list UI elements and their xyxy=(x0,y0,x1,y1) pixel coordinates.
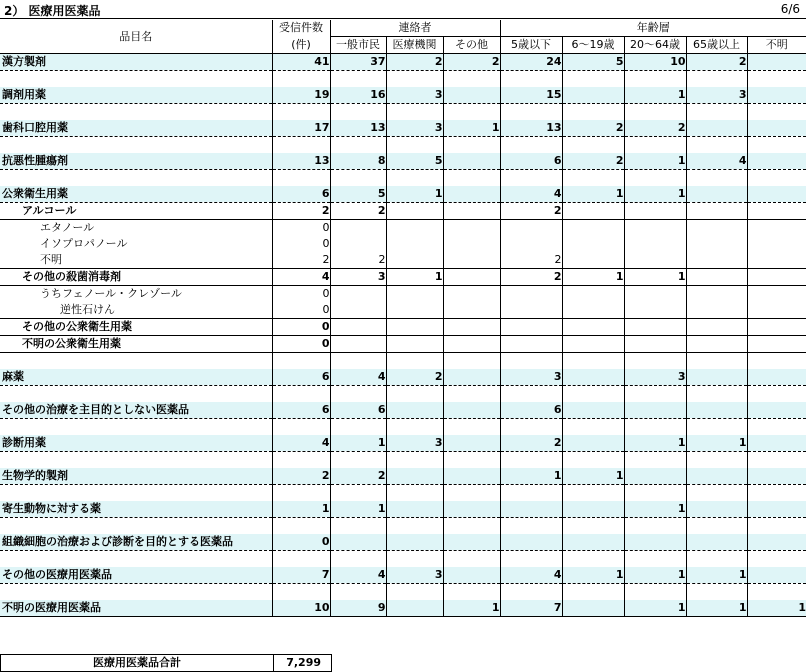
row-value: 2 xyxy=(686,54,747,71)
row-value xyxy=(624,203,686,220)
row-value: 1 xyxy=(386,186,443,203)
row-value xyxy=(747,203,806,220)
row-value xyxy=(747,236,806,252)
row-value: 6 xyxy=(500,153,562,170)
table-row xyxy=(0,286,806,303)
row-value xyxy=(443,302,500,319)
row-name: 調剤用薬 xyxy=(0,87,272,104)
spacer-row xyxy=(0,137,806,154)
row-value: 37 xyxy=(330,54,386,71)
row-value: 2 xyxy=(330,203,386,220)
row-name: 診断用薬 xyxy=(0,435,272,452)
row-value: 2 xyxy=(272,252,330,269)
row-value: 2 xyxy=(272,203,330,220)
row-value: 1 xyxy=(624,501,686,518)
row-value xyxy=(747,468,806,485)
row-value: 0 xyxy=(272,286,330,303)
row-value xyxy=(562,402,624,419)
spacer-row xyxy=(0,353,806,370)
row-value xyxy=(686,501,747,518)
row-value: 0 xyxy=(272,319,330,336)
row-value xyxy=(330,286,386,303)
row-name: 漢方製剤 xyxy=(0,54,272,71)
row-value: 6 xyxy=(272,369,330,386)
row-value: 3 xyxy=(386,435,443,452)
row-value xyxy=(500,336,562,353)
row-value: 2 xyxy=(386,369,443,386)
row-value xyxy=(747,186,806,203)
spacer-row xyxy=(0,386,806,403)
row-name: 歯科口腔用薬 xyxy=(0,120,272,137)
total-value: 7,299 xyxy=(273,655,331,671)
row-value xyxy=(386,600,443,617)
row-name: アルコール xyxy=(0,203,272,220)
spacer-row xyxy=(0,419,806,436)
row-name: 生物学的製剤 xyxy=(0,468,272,485)
page-number: 6/6 xyxy=(780,2,800,16)
row-value: 1 xyxy=(562,269,624,286)
page-title: 2） 医療用医薬品 xyxy=(4,4,101,18)
row-name: エタノール xyxy=(40,221,95,234)
header-contact: 連絡者 xyxy=(330,20,500,37)
row-name: 組織細胞の治療および診断を目的とする医薬品 xyxy=(0,534,272,551)
row-value: 1 xyxy=(624,87,686,104)
row-value xyxy=(747,286,806,303)
row-value: 4 xyxy=(272,435,330,452)
row-value: 1 xyxy=(443,120,500,137)
row-value xyxy=(386,203,443,220)
row-value: 4 xyxy=(272,269,330,286)
spacer-row xyxy=(0,170,806,187)
row-value xyxy=(686,336,747,353)
table-row xyxy=(0,567,806,584)
row-value: 1 xyxy=(500,468,562,485)
row-value: 0 xyxy=(272,534,330,551)
row-value xyxy=(686,534,747,551)
spacer-row xyxy=(0,584,806,601)
row-value: 5 xyxy=(330,186,386,203)
row-name: 麻薬 xyxy=(0,369,272,386)
row-value xyxy=(500,501,562,518)
row-value: 1 xyxy=(624,153,686,170)
row-value: 5 xyxy=(386,153,443,170)
row-value: 3 xyxy=(624,369,686,386)
row-value xyxy=(386,286,443,303)
row-value: 2 xyxy=(562,120,624,137)
row-value xyxy=(686,269,747,286)
row-value xyxy=(686,402,747,419)
row-value: 16 xyxy=(330,87,386,104)
row-value xyxy=(386,236,443,252)
header-age-6-19: 6～19歳 xyxy=(562,37,624,54)
row-name: その他の医療用医薬品 xyxy=(0,567,272,584)
row-value xyxy=(562,435,624,452)
row-value xyxy=(443,402,500,419)
row-value xyxy=(747,534,806,551)
row-value: 1 xyxy=(386,269,443,286)
row-value xyxy=(747,402,806,419)
row-value: 4 xyxy=(330,369,386,386)
row-value: 2 xyxy=(500,252,562,269)
row-value: 6 xyxy=(272,402,330,419)
title-bar xyxy=(0,0,806,19)
row-value: 1 xyxy=(624,269,686,286)
row-value xyxy=(330,220,386,237)
row-value: 2 xyxy=(500,269,562,286)
row-value: 2 xyxy=(330,468,386,485)
row-value xyxy=(562,319,624,336)
table-row xyxy=(0,468,806,485)
row-value xyxy=(747,120,806,137)
row-value: 6 xyxy=(330,402,386,419)
row-value: 0 xyxy=(272,302,330,319)
row-value: 6 xyxy=(500,402,562,419)
table-row xyxy=(0,600,806,617)
row-value: 1 xyxy=(686,567,747,584)
row-value: 4 xyxy=(500,186,562,203)
row-value xyxy=(443,269,500,286)
row-value xyxy=(443,286,500,303)
row-value xyxy=(500,220,562,237)
row-value xyxy=(686,468,747,485)
row-value xyxy=(747,153,806,170)
row-value xyxy=(747,319,806,336)
row-value: 7 xyxy=(272,567,330,584)
row-value: 24 xyxy=(500,54,562,71)
row-value xyxy=(747,369,806,386)
row-value: 2 xyxy=(500,435,562,452)
row-name: 寄生動物に対する薬 xyxy=(0,501,272,518)
header-received: 受信件数 xyxy=(272,20,330,37)
row-value xyxy=(562,252,624,269)
row-value: 13 xyxy=(500,120,562,137)
total-label: 医療用医薬品合計 xyxy=(93,656,181,669)
header-contact-citizen: 一般市民 xyxy=(330,37,386,54)
row-value: 4 xyxy=(686,153,747,170)
row-value xyxy=(443,87,500,104)
header-received-unit: (件) xyxy=(272,37,330,54)
row-value xyxy=(686,252,747,269)
row-name: 公衆衛生用薬 xyxy=(0,186,272,203)
row-name: 抗悪性腫瘍剤 xyxy=(0,153,272,170)
row-value: 2 xyxy=(443,54,500,71)
row-value xyxy=(562,203,624,220)
row-value xyxy=(562,534,624,551)
row-value xyxy=(747,501,806,518)
row-value xyxy=(330,534,386,551)
row-value xyxy=(386,336,443,353)
row-value: 0 xyxy=(272,336,330,353)
row-value: 4 xyxy=(500,567,562,584)
table-row xyxy=(0,220,806,237)
row-value xyxy=(500,302,562,319)
row-value xyxy=(443,336,500,353)
row-value: 19 xyxy=(272,87,330,104)
row-name: うちフェノール・クレゾール xyxy=(40,287,182,300)
row-value xyxy=(747,87,806,104)
row-value: 6 xyxy=(272,186,330,203)
row-name: イソプロパノール xyxy=(40,237,128,250)
row-value xyxy=(686,203,747,220)
row-value xyxy=(386,220,443,237)
row-value: 0 xyxy=(272,236,330,252)
spacer-row xyxy=(0,551,806,568)
table-row xyxy=(0,402,806,419)
row-name: その他の治療を主目的としない医薬品 xyxy=(0,402,272,419)
table-row xyxy=(0,369,806,386)
table-row xyxy=(0,186,806,203)
row-value: 2 xyxy=(330,252,386,269)
data-table xyxy=(0,20,806,617)
row-value xyxy=(330,302,386,319)
row-value xyxy=(386,252,443,269)
row-value xyxy=(686,302,747,319)
total-box xyxy=(0,654,332,672)
table-row xyxy=(0,54,806,71)
row-value: 1 xyxy=(272,501,330,518)
row-value xyxy=(686,220,747,237)
row-value: 5 xyxy=(562,54,624,71)
row-value: 1 xyxy=(624,186,686,203)
row-value: 3 xyxy=(386,87,443,104)
row-value xyxy=(443,567,500,584)
row-value xyxy=(747,336,806,353)
row-value xyxy=(624,252,686,269)
row-value: 1 xyxy=(562,468,624,485)
row-value: 1 xyxy=(562,186,624,203)
row-value: 13 xyxy=(330,120,386,137)
row-value: 1 xyxy=(562,567,624,584)
table-row xyxy=(0,435,806,452)
row-value: 1 xyxy=(624,435,686,452)
spacer-row xyxy=(0,452,806,469)
row-value xyxy=(624,236,686,252)
table-row xyxy=(0,534,806,551)
row-value xyxy=(624,468,686,485)
row-value xyxy=(443,501,500,518)
row-value xyxy=(443,220,500,237)
row-value xyxy=(500,236,562,252)
header-age: 年齢層 xyxy=(500,20,806,37)
row-value xyxy=(686,186,747,203)
row-value xyxy=(747,220,806,237)
row-value xyxy=(443,186,500,203)
row-value xyxy=(330,236,386,252)
row-value xyxy=(562,87,624,104)
row-value xyxy=(747,435,806,452)
header-age-unknown: 不明 xyxy=(747,37,806,54)
row-value: 2 xyxy=(624,120,686,137)
row-value xyxy=(747,252,806,269)
row-value: 1 xyxy=(624,567,686,584)
table-row xyxy=(0,501,806,518)
row-name: 不明の公衆衛生用薬 xyxy=(0,336,272,353)
row-value: 2 xyxy=(272,468,330,485)
table-row xyxy=(0,302,806,319)
row-value: 41 xyxy=(272,54,330,71)
spacer-row xyxy=(0,104,806,121)
table-row xyxy=(0,120,806,137)
row-value xyxy=(500,534,562,551)
row-value xyxy=(443,435,500,452)
row-value xyxy=(624,319,686,336)
row-value: 15 xyxy=(500,87,562,104)
row-value xyxy=(443,252,500,269)
row-value xyxy=(747,302,806,319)
row-value xyxy=(624,534,686,551)
row-value: 4 xyxy=(330,567,386,584)
table-row xyxy=(0,252,806,269)
table-row xyxy=(0,319,806,336)
row-value xyxy=(562,302,624,319)
header-contact-other: その他 xyxy=(443,37,500,54)
table-row xyxy=(0,153,806,170)
row-value: 7 xyxy=(500,600,562,617)
row-value: 1 xyxy=(443,600,500,617)
row-value xyxy=(562,336,624,353)
row-value xyxy=(562,600,624,617)
row-value: 10 xyxy=(272,600,330,617)
row-value: 0 xyxy=(272,220,330,237)
table-row xyxy=(0,336,806,353)
header-age-0-5: 5歳以下 xyxy=(500,37,562,54)
row-value xyxy=(330,336,386,353)
row-value: 13 xyxy=(272,153,330,170)
header-contact-medical: 医療機関 xyxy=(386,37,443,54)
row-value xyxy=(386,501,443,518)
row-value: 9 xyxy=(330,600,386,617)
row-value: 2 xyxy=(500,203,562,220)
row-value: 10 xyxy=(624,54,686,71)
header-age-20-64: 20～64歳 xyxy=(624,37,686,54)
row-value xyxy=(386,402,443,419)
row-value xyxy=(386,319,443,336)
row-value xyxy=(686,319,747,336)
header-age-65plus: 65歳以上 xyxy=(686,37,747,54)
row-value xyxy=(386,302,443,319)
table-row xyxy=(0,203,806,220)
row-name: 不明の医療用医薬品 xyxy=(0,600,272,617)
row-value xyxy=(443,203,500,220)
row-value xyxy=(747,269,806,286)
row-value: 1 xyxy=(330,435,386,452)
row-value xyxy=(747,54,806,71)
row-value xyxy=(386,468,443,485)
row-name: 不明 xyxy=(0,252,272,269)
row-value xyxy=(443,534,500,551)
row-value xyxy=(562,501,624,518)
row-name: その他の殺菌消毒剤 xyxy=(0,269,272,286)
table-row xyxy=(0,236,806,252)
row-value xyxy=(562,220,624,237)
row-value xyxy=(500,286,562,303)
row-value: 3 xyxy=(500,369,562,386)
row-value xyxy=(624,220,686,237)
row-value xyxy=(443,319,500,336)
row-value: 3 xyxy=(330,269,386,286)
row-value: 1 xyxy=(747,600,806,617)
row-value: 1 xyxy=(686,600,747,617)
row-value: 3 xyxy=(386,567,443,584)
row-value xyxy=(443,369,500,386)
row-value: 2 xyxy=(562,153,624,170)
row-value xyxy=(386,534,443,551)
row-value xyxy=(443,468,500,485)
row-value: 1 xyxy=(624,600,686,617)
row-value xyxy=(686,236,747,252)
spacer-row xyxy=(0,71,806,88)
row-value: 3 xyxy=(386,120,443,137)
row-value: 2 xyxy=(386,54,443,71)
table-row xyxy=(0,87,806,104)
header-item-name: 品目名 xyxy=(0,20,272,54)
spacer-row xyxy=(0,485,806,502)
table-row xyxy=(0,269,806,286)
row-value xyxy=(562,236,624,252)
row-value xyxy=(443,236,500,252)
row-value: 17 xyxy=(272,120,330,137)
row-value xyxy=(624,402,686,419)
row-value xyxy=(747,567,806,584)
row-value xyxy=(686,120,747,137)
row-value xyxy=(443,153,500,170)
row-value xyxy=(624,302,686,319)
row-value xyxy=(686,369,747,386)
row-value xyxy=(686,286,747,303)
row-value xyxy=(624,336,686,353)
row-value: 8 xyxy=(330,153,386,170)
row-value xyxy=(500,319,562,336)
row-value: 1 xyxy=(686,435,747,452)
row-value: 3 xyxy=(686,87,747,104)
row-value: 1 xyxy=(330,501,386,518)
row-value xyxy=(562,286,624,303)
row-name: その他の公衆衛生用薬 xyxy=(0,319,272,336)
row-name: 逆性石けん xyxy=(0,302,272,319)
row-value xyxy=(562,369,624,386)
row-value xyxy=(330,319,386,336)
row-value xyxy=(624,286,686,303)
spacer-row xyxy=(0,518,806,535)
